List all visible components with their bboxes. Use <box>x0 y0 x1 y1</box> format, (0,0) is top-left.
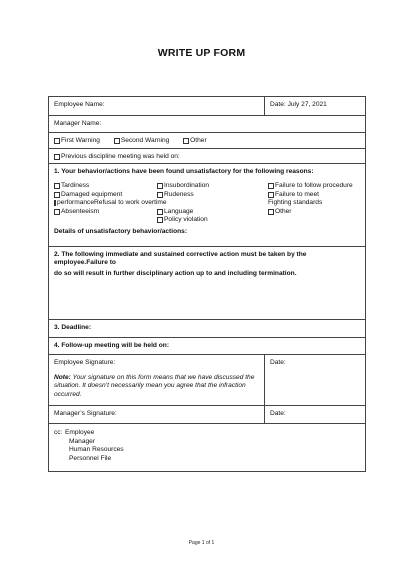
employee-name-field[interactable] <box>49 97 265 115</box>
failure-procedure-checkbox[interactable] <box>268 183 274 189</box>
reasons-grid <box>54 182 360 225</box>
page-footer: Page 1 of 1 <box>188 540 215 546</box>
policy-violation-checkbox[interactable] <box>157 217 163 223</box>
employee-name-label: Employee Name: <box>54 101 105 108</box>
employee-signature-date-field[interactable] <box>265 355 365 405</box>
manager-signature-field[interactable] <box>49 406 265 423</box>
warning-type-row <box>49 133 365 149</box>
employee-signature-field[interactable] <box>49 355 265 405</box>
manager-signature-row <box>49 406 365 424</box>
policy-violation-label: Policy violation <box>164 216 208 224</box>
reasons-column-3 <box>268 182 360 225</box>
first-warning-label: First Warning <box>61 137 100 144</box>
reasons-column-1 <box>54 182 167 225</box>
section2-line1: 2. The following immediate and sustained corrective action must be taken by the employee.Failure to <box>54 251 307 267</box>
cc-item: Employee <box>65 429 95 436</box>
insubordination-option[interactable] <box>157 182 268 191</box>
insubordination-checkbox[interactable] <box>157 183 163 189</box>
fighting-standards-label: Fighting standards <box>268 199 323 207</box>
cc-item: Manager <box>69 437 96 445</box>
manager-name-label: Manager Name: <box>54 120 102 127</box>
date-field[interactable] <box>265 97 365 115</box>
failure-meet-label: Failure to meet <box>275 190 319 198</box>
previous-discipline-label: Previous discipline meeting was held on: <box>61 153 180 160</box>
reasons-column-2 <box>157 182 268 225</box>
failure-procedure-label: Failure to follow procedure <box>275 182 353 190</box>
tardiness-checkbox[interactable] <box>54 183 60 189</box>
language-option[interactable] <box>157 208 268 217</box>
insubordination-label: Insubordination <box>164 182 210 190</box>
other-reason-label: Other <box>275 207 292 215</box>
deadline-label: 3. Deadline: <box>54 324 92 331</box>
write-up-form <box>48 96 366 472</box>
date-label: Date: July 27, 2021 <box>270 101 327 108</box>
refusal-overtime-label: Refusal to work overtime <box>94 199 167 207</box>
note-line-1: Your signature on this form means that we have discussed the <box>70 374 255 382</box>
employee-date-row <box>49 97 365 116</box>
damaged-equipment-checkbox[interactable] <box>54 192 60 198</box>
cc-list <box>65 429 124 463</box>
other-warning-label: Other <box>190 137 207 144</box>
first-warning-option[interactable] <box>54 137 100 145</box>
deadline-field[interactable] <box>49 320 365 338</box>
failure-procedure-option[interactable] <box>268 182 360 191</box>
section2-line2: do so will result in further disciplinary action up to and including termination. <box>54 270 297 278</box>
policy-violation-option[interactable] <box>157 216 268 225</box>
absenteeism-label: Absenteeism <box>61 207 100 215</box>
performance-checkbox[interactable] <box>54 200 56 206</box>
tardiness-option[interactable] <box>54 182 157 191</box>
cc-item: Human Resources <box>69 446 124 454</box>
performance-option[interactable] <box>54 199 167 208</box>
followup-label: 4. Follow-up meeting will be held on: <box>54 342 170 349</box>
manager-signature-date-field[interactable] <box>265 406 365 423</box>
absenteeism-checkbox[interactable] <box>54 209 60 215</box>
rudeness-option[interactable] <box>157 191 268 200</box>
note-line-2: situation. It doesn’t necessarily mean you agree that the infraction <box>54 382 246 390</box>
manager-signature-label: Manager’s Signature: <box>54 410 117 417</box>
other-reason-option[interactable] <box>268 208 360 217</box>
rudeness-label: Rudeness <box>164 190 194 198</box>
performance-label: performance <box>57 199 95 207</box>
rudeness-checkbox[interactable] <box>157 192 163 198</box>
employee-signature-row <box>49 355 365 406</box>
other-warning-checkbox[interactable] <box>183 138 189 144</box>
second-warning-option[interactable] <box>114 137 170 145</box>
signature-note <box>54 374 259 399</box>
previous-discipline-row <box>49 149 365 164</box>
section1-heading: 1. Your behavior/actions have been found unsatisfactory for the following reasons: <box>54 168 314 175</box>
form-title: WRITE UP FORM <box>157 47 246 59</box>
failure-meet-option[interactable] <box>268 191 360 200</box>
employee-signature-label: Employee Signature: <box>54 359 116 366</box>
language-checkbox[interactable] <box>157 209 163 215</box>
failure-meet-checkbox[interactable] <box>268 192 274 198</box>
manager-name-field[interactable] <box>49 116 365 133</box>
tardiness-label: Tardiness <box>61 182 90 190</box>
manager-signature-date-label: Date: <box>270 410 286 417</box>
cc-item: Personnel File <box>69 454 112 462</box>
previous-discipline-checkbox[interactable] <box>54 154 60 160</box>
note-label: Note: <box>54 374 71 382</box>
followup-field[interactable] <box>49 338 365 355</box>
other-warning-option[interactable] <box>183 137 207 145</box>
second-warning-label: Second Warning <box>120 137 170 144</box>
employee-signature-date-label: Date: <box>270 359 286 366</box>
first-warning-checkbox[interactable] <box>54 138 60 144</box>
section-corrective-action[interactable] <box>49 247 365 320</box>
details-label: Details of unsatisfactory behavior/actions: <box>54 227 188 235</box>
second-warning-checkbox[interactable] <box>114 138 120 144</box>
damaged-equipment-label: Damaged equipment <box>61 190 123 198</box>
note-line-3: occurred. <box>54 390 82 398</box>
cc-section <box>49 424 365 471</box>
language-label: Language <box>164 207 194 215</box>
previous-discipline-option[interactable] <box>54 153 180 161</box>
cc-label: cc: <box>54 429 63 436</box>
other-reason-checkbox[interactable] <box>268 209 274 215</box>
absenteeism-option[interactable] <box>54 208 157 217</box>
section-unsatisfactory-reasons <box>49 164 365 247</box>
damaged-equipment-option[interactable] <box>54 191 157 200</box>
